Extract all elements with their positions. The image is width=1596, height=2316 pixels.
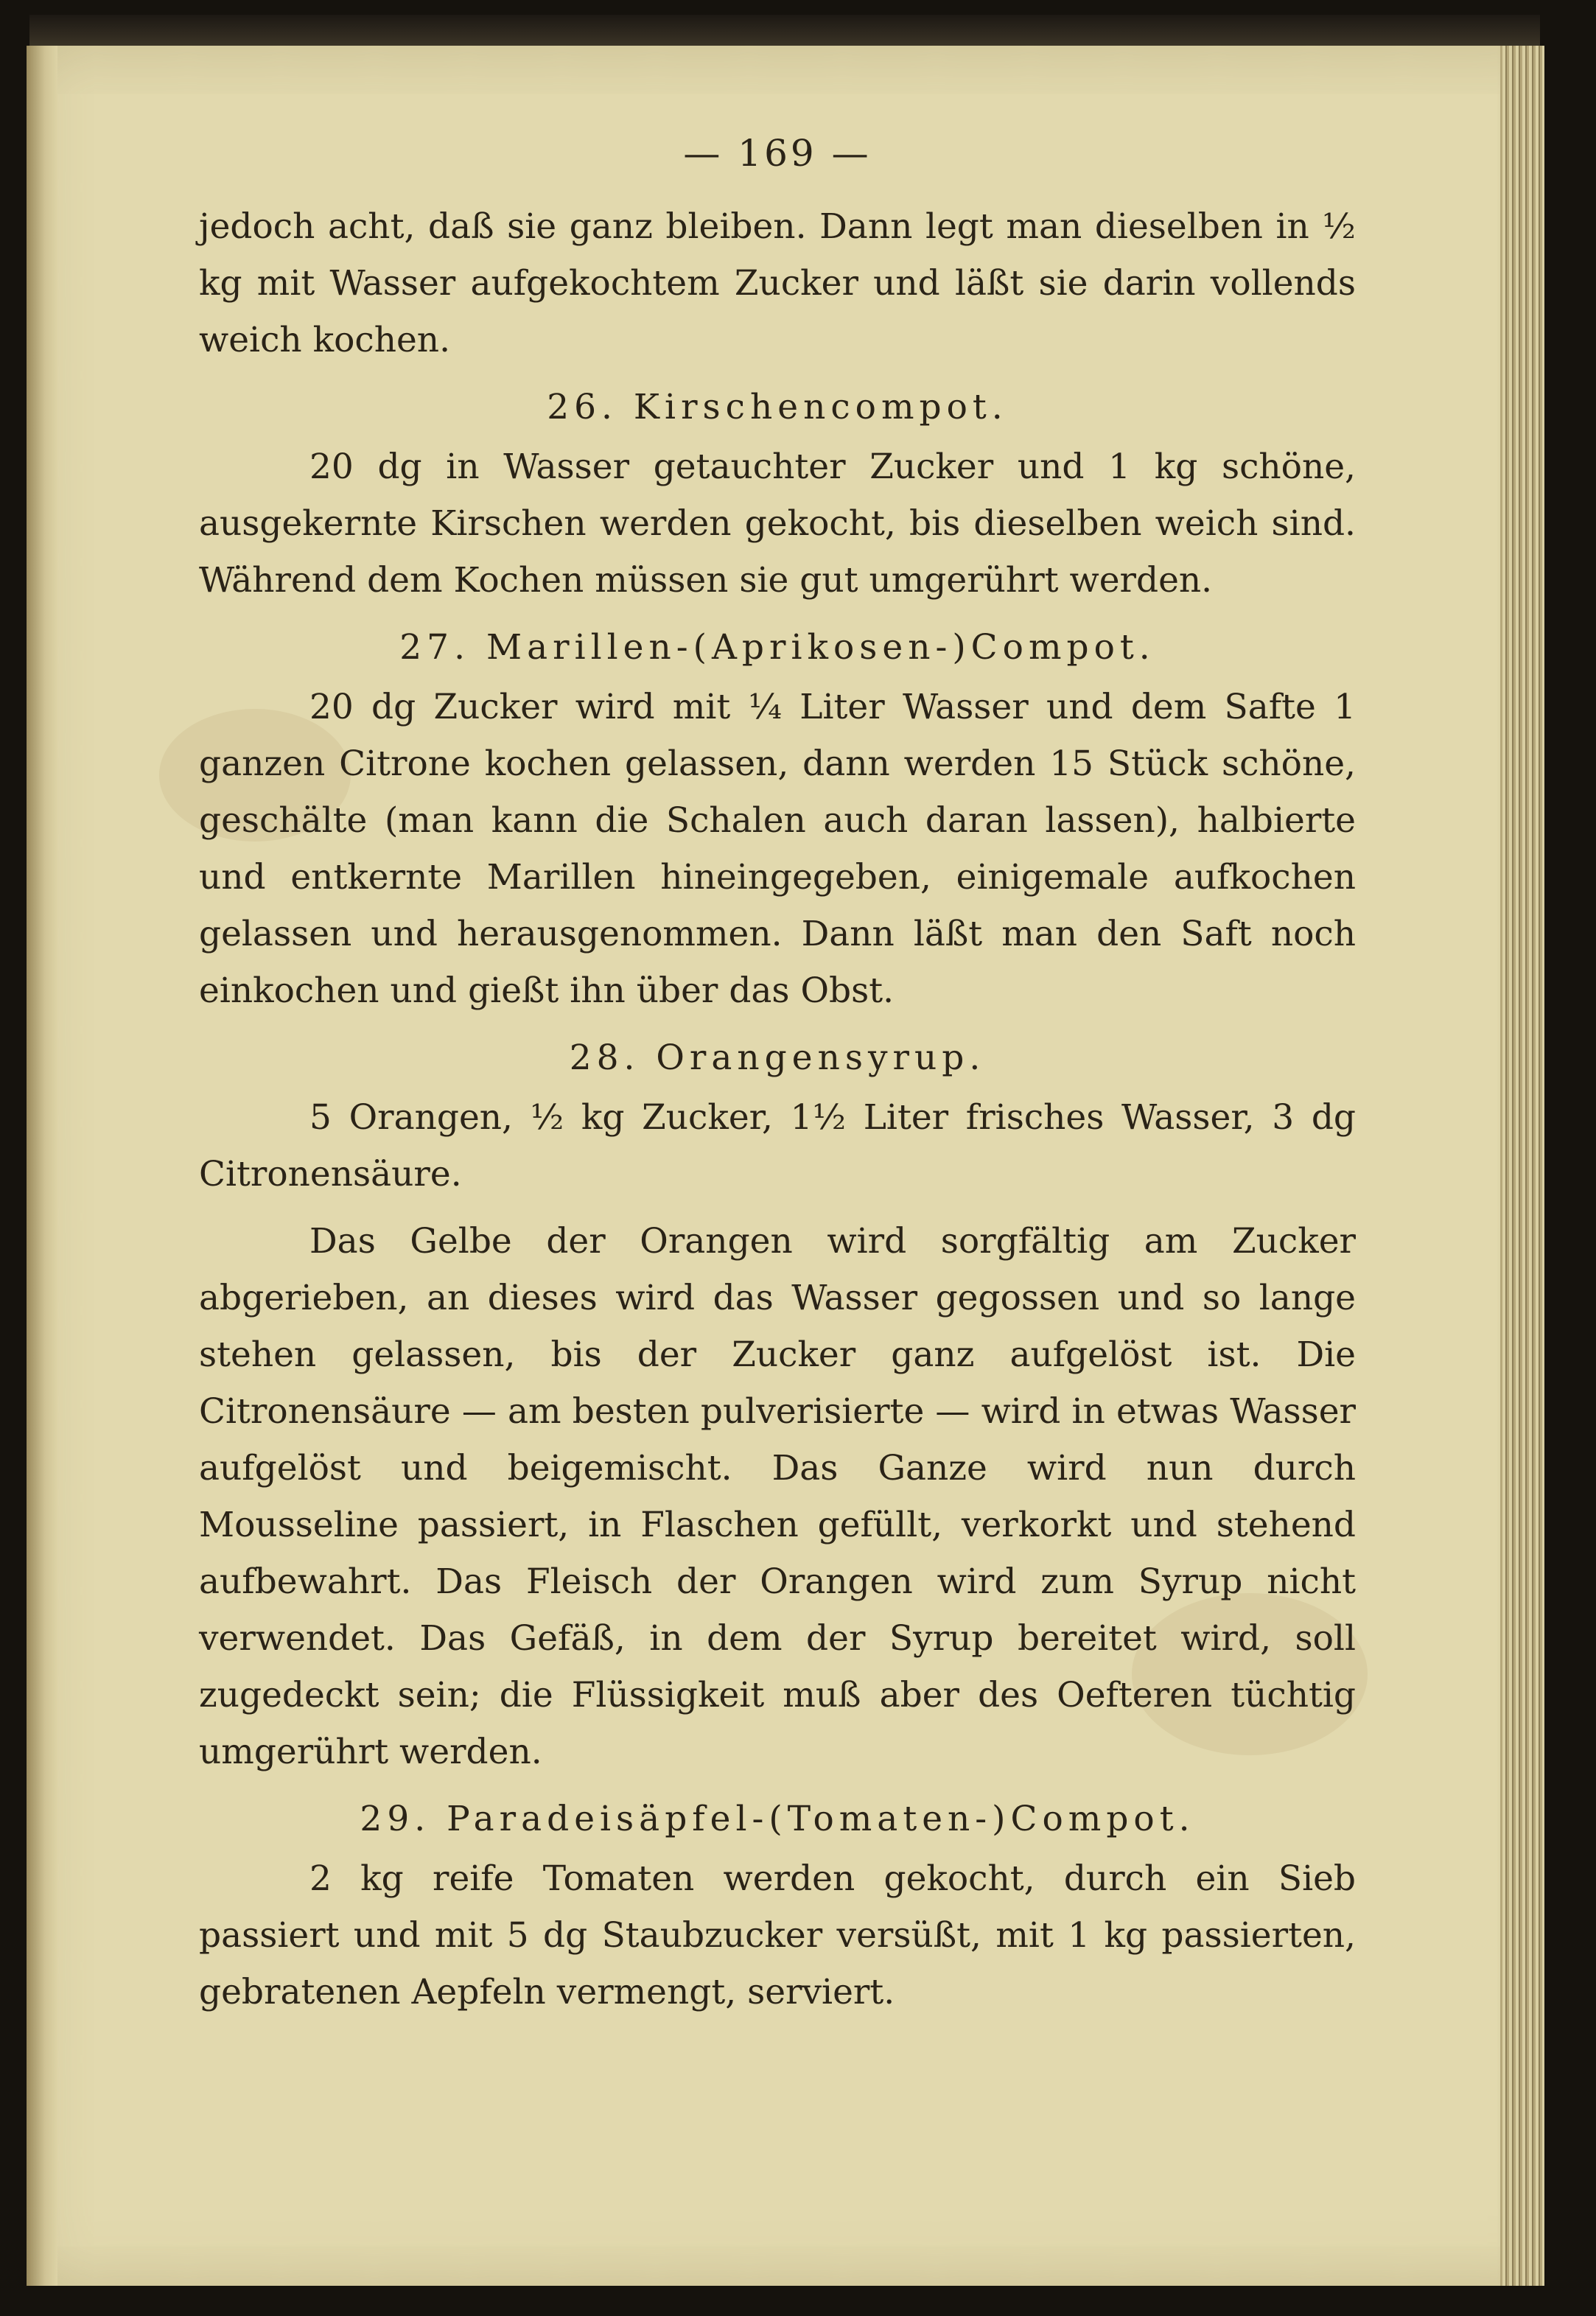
recipe-heading-29: 29. Paradeisäpfel-(Tomaten-)Compot. bbox=[360, 1799, 1195, 1839]
page-fore-edge bbox=[1500, 46, 1544, 2286]
recipe-ingredients-28: 5 Orangen, ½ kg Zucker, 1½ Liter frisches Wasser, 3 dg Citronensäure. bbox=[199, 1097, 1356, 1194]
page-text bbox=[199, 125, 1356, 2021]
recipe-text-27: 20 dg Zucker wird mit ¼ Liter Wasser und dem Safte 1 ganzen Citrone kochen gelassen, dann werden 15 Stück schöne, geschälte (man kann die Schalen auch daran lassen), halbierte und entkernte Marillen hineingegeben, einigemale aufkochen gelassen und herausgenommen. Dann läßt man den Saft noch einkochen und gießt ihn über das Obst. bbox=[199, 687, 1356, 1011]
recipe-text-26: 20 dg in Wasser getauchter Zucker und 1 kg schöne, ausgekernte Kirschen werden gekocht, bis dieselben weich sind. Während dem Kochen müssen sie gut umgerührt werden. bbox=[199, 447, 1356, 601]
page-gutter-edge bbox=[27, 46, 57, 2286]
page-number: — 169 — bbox=[683, 132, 872, 175]
intro-paragraph: jedoch acht, daß sie ganz bleiben. Dann legt man dieselben in ½ kg mit Wasser aufgekochtem Zucker und läßt sie darin vollends weich kochen. bbox=[199, 206, 1356, 360]
recipe-heading-26: 26. Kirschencompot. bbox=[547, 387, 1008, 427]
recipe-heading-28: 28. Orangensyrup. bbox=[569, 1038, 986, 1078]
recipe-text-28: Das Gelbe der Orangen wird sorgfältig am Zucker abgerieben, an dieses wird das Wasser gegossen und so lange stehen gelassen, bis der Zucker ganz aufgelöst ist. Die Citronensäure — am besten pulverisierte — wird in etwas Wasser aufgelöst und beigemischt. Das Ganze wird nun durch Mousseline passiert, in Flaschen gefüllt, verkorkt und stehend aufbewahrt. Das Fleisch der Orangen wird zum Syrup nicht verwendet. Das Gefäß, in dem der Syrup bereitet wird, soll zugedeckt sein; die Flüssigkeit muß aber des Oefteren tüchtig umgerührt werden. bbox=[199, 1221, 1356, 1772]
recipe-heading-27: 27. Marillen-(Aprikosen-)Compot. bbox=[399, 627, 1155, 668]
recipe-text-29: 2 kg reife Tomaten werden gekocht, durch ein Sieb passiert und mit 5 dg Staubzucker versüßt, mit 1 kg passierten, gebratenen Aepfeln vermengt, serviert. bbox=[199, 1858, 1356, 2012]
binding-strip bbox=[29, 15, 1540, 46]
